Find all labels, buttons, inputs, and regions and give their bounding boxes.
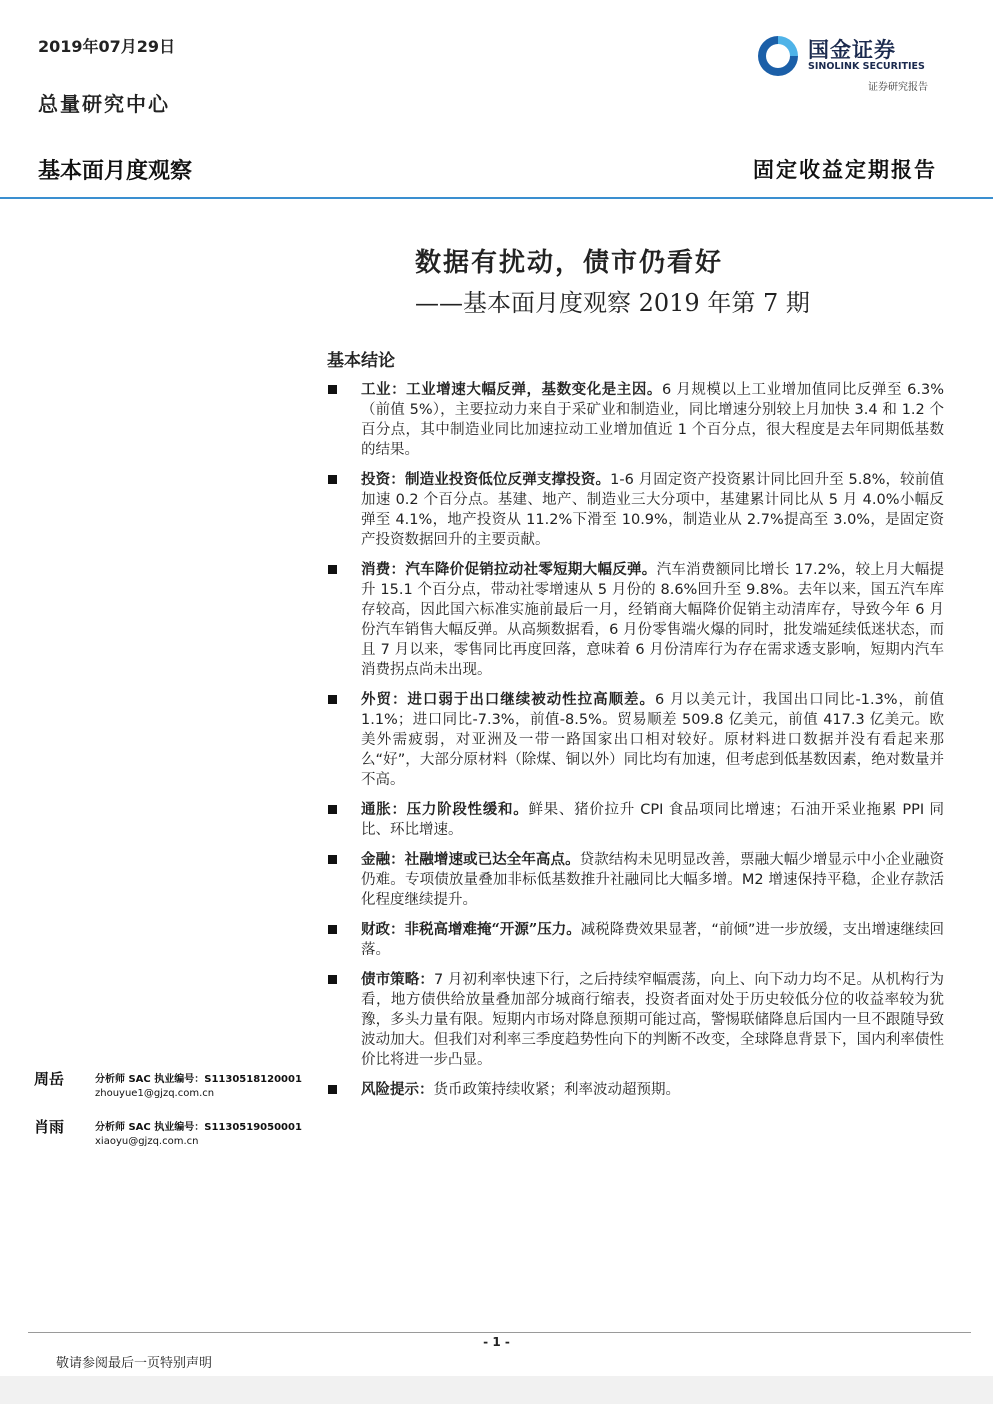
bullet-square-icon	[328, 925, 337, 934]
item-text: 货币政策持续收紧；利率波动超预期。	[433, 1082, 680, 1098]
list-item	[326, 380, 944, 460]
bullet-square-icon	[328, 1085, 337, 1094]
item-text: 汽车消费额同比增长 17.2%，较上月大幅提升 15.1 个百分点，带动社零增速从 5 月份的 8.6%回升至 9.8%。去年以来，国五汽车库存较高，因此国六标准实施前最后一月，经销商大幅降价促销主动清库存，导致今年 6 月份汽车销售大幅反弹。从高频数据看，6 月份零售端火爆的同时，批发端延续低迷状态，而且 7 月以来，零售同比再度回落，意味着 6 月份清库行为存在需求透支影响，短期内汽车消费拐点尚未出现。	[361, 562, 945, 678]
item-text: 鲜果、猪价拉升 CPI 食品项同比增速；石油开采业拖累 PPI 同比、环比增速。	[361, 802, 945, 838]
report-subtitle: ——基本面月度观察 2019 年第 7 期	[415, 289, 810, 317]
bullet-square-icon	[328, 565, 337, 574]
item-heading: 通胀：压力阶段性缓和。	[361, 801, 529, 818]
bullet-square-icon	[328, 385, 337, 394]
item-heading: 风险提示：	[361, 1081, 434, 1098]
department-name: 总量研究中心	[38, 92, 170, 116]
item-heading: 消费：汽车降价促销拉动社零短期大幅反弹。	[361, 561, 657, 578]
sinolink-logo-icon	[754, 32, 802, 80]
logo-name-cn: 国金证券	[808, 38, 896, 62]
bullet-square-icon	[328, 975, 337, 984]
page-bottom-band	[0, 1376, 993, 1404]
analyst-name: 肖雨	[34, 1118, 65, 1136]
analyst-cert: 分析师 SAC 执业编号：S1130518120001	[95, 1074, 302, 1085]
item-heading: 金融：社融增速或已达全年高点。	[361, 851, 580, 868]
list-item	[326, 920, 944, 960]
list-item	[326, 970, 944, 1070]
item-heading: 投资：制造业投资低位反弹支撑投资。	[361, 471, 611, 488]
list-item	[326, 470, 944, 550]
list-item	[326, 560, 944, 680]
footer-divider	[28, 1332, 971, 1333]
item-heading: 外贸：进口弱于出口继续被动性拉高顺差。	[361, 691, 656, 708]
analyst-email[interactable]: zhouyue1@gjzq.com.cn	[95, 1088, 215, 1099]
item-text: 贷款结构未见明显改善，票融大幅少增显示中小企业融资仍难。专项债放量叠加非标低基数推升社融同比大幅多增。M2 增速保持平稳，企业存款活化程度继续提升。	[361, 852, 945, 908]
section-heading: 基本结论	[327, 351, 395, 371]
analyst-name: 周岳	[34, 1070, 65, 1088]
list-item	[326, 850, 944, 910]
logo-name-en: SINOLINK SECURITIES	[808, 61, 925, 72]
page-number: - 1 -	[483, 1335, 510, 1349]
item-heading: 债市策略：	[361, 971, 434, 988]
bullet-square-icon	[328, 855, 337, 864]
report-title: 数据有扰动，债市仍看好	[415, 248, 724, 278]
header-divider	[0, 197, 993, 199]
item-text: 1-6 月固定资产投资累计同比回升至 5.8%，较前值加速 0.2 个百分点。基建、地产、制造业三大分项中，基建累计同比从 5 月 4.0%小幅反弹至 4.1%，地产投资从 11.2%下滑至 10.9%，制造业从 2.7%提高至 3.0%，是固定资产投资数据回升的主要贡献。	[361, 472, 944, 548]
item-text: 7 月初利率快速下行，之后持续窄幅震荡，向上、向下动力均不足。从机构行为看，地方债供给放量叠加部分城商行缩表，投资者面对处于历史较低分位的收益率较为犹豫，多头力量有限。短期内市场对降息预期可能过高，警惕联储降息后国内一旦不跟随导致波动加大。但我们对利率三季度趋势性向下的判断不改变，全球降息背景下，国内利率债性价比将进一步凸显。	[361, 972, 944, 1068]
bullet-square-icon	[328, 475, 337, 484]
conclusion-list	[326, 380, 944, 1100]
analyst-cert: 分析师 SAC 执业编号：S1130519050001	[95, 1122, 302, 1133]
item-heading: 财政：非税高增难掩“开源”压力。	[361, 921, 581, 938]
bullet-square-icon	[328, 695, 337, 704]
item-text: 6 月以美元计，我国出口同比-1.3%，前值 1.1%；进口同比-7.3%，前值-8.5%。贸易顺差 509.8 亿美元，前值 417.3 亿美元。欧美外需疲弱，对亚洲及一带一路国家出口相对较好。原材料进口数据并没有看起来那么“好”，大部分原材料（除煤、铜以外）同比均有加速，但考虑到低基数因素，绝对数量并不高。	[361, 692, 945, 788]
analyst-email[interactable]: xiaoyu@gjzq.com.cn	[95, 1136, 199, 1147]
item-heading: 工业：工业增速大幅反弹，基数变化是主因。	[361, 381, 662, 398]
report-date: 2019年07月29日	[38, 37, 176, 56]
item-text: 减税降费效果显著，“前倾”进一步放缓，支出增速继续回落。	[361, 922, 944, 958]
report-series: 基本面月度观察	[38, 159, 193, 184]
list-item	[326, 800, 944, 840]
bullet-square-icon	[328, 805, 337, 814]
logo-tagline: 证券研究报告	[868, 82, 928, 93]
list-item	[326, 1080, 944, 1100]
list-item	[326, 690, 944, 790]
report-type: 固定收益定期报告	[753, 157, 937, 182]
item-text: 6 月规模以上工业增加值同比反弹至 6.3%（前值 5%），主要拉动力来自于采矿业和制造业，同比增速分别较上月加快 3.4 和 1.2 个百分点，其中制造业同比加速拉动工业增加值近 1 个百分点，很大程度是去年同期低基数的结果。	[361, 382, 945, 458]
disclaimer-note: 敬请参阅最后一页特别声明	[56, 1356, 213, 1371]
